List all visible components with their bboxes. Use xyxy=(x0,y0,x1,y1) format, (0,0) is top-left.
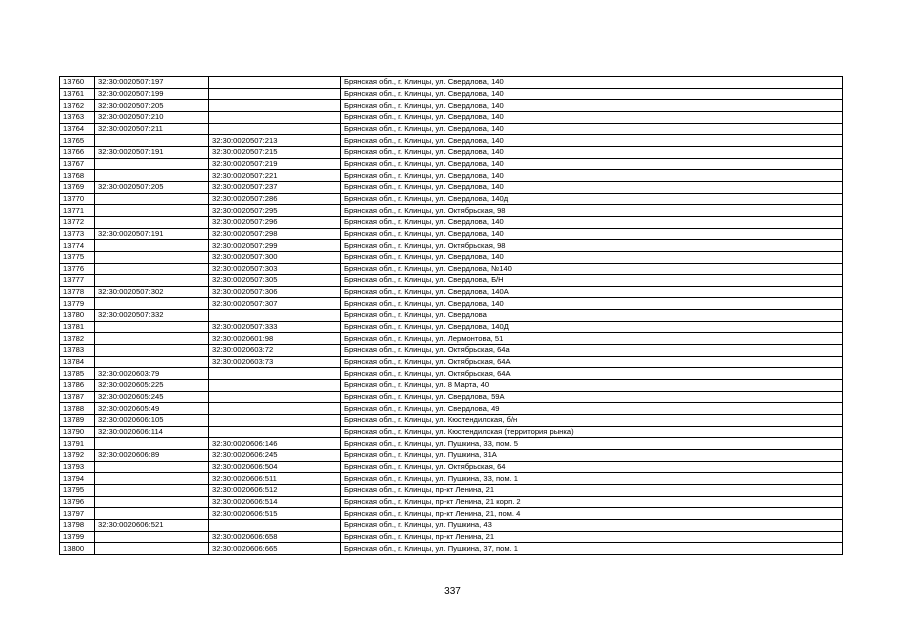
row-number-cell: 13779 xyxy=(60,298,95,310)
row-number-cell: 13761 xyxy=(60,88,95,100)
second-cadastral-number-cell xyxy=(209,391,341,403)
cadastral-number-cell xyxy=(95,345,209,357)
table-row xyxy=(60,77,843,89)
address-cell: Брянская обл., г. Клинцы, ул. Пушкина, 33, пом. 1 xyxy=(341,473,843,485)
address-cell: Брянская обл., г. Клинцы, ул. Свердлова, 140 xyxy=(341,111,843,123)
table-row xyxy=(60,368,843,380)
second-cadastral-number-cell: 32:30:0020507:296 xyxy=(209,216,341,228)
second-cadastral-number-cell: 32:30:0020606:512 xyxy=(209,484,341,496)
cadastral-number-cell xyxy=(95,496,209,508)
cadastral-number-cell: 32:30:0020605:49 xyxy=(95,403,209,415)
address-cell: Брянская обл., г. Клинцы, ул. Свердлова, 140д xyxy=(341,193,843,205)
second-cadastral-number-cell: 32:30:0020606:511 xyxy=(209,473,341,485)
address-cell: Брянская обл., г. Клинцы, ул. Свердлова, 59А xyxy=(341,391,843,403)
row-number-cell: 13780 xyxy=(60,310,95,322)
second-cadastral-number-cell: 32:30:0020507:215 xyxy=(209,146,341,158)
table-row xyxy=(60,263,843,275)
row-number-cell: 13775 xyxy=(60,251,95,263)
second-cadastral-number-cell: 32:30:0020507:333 xyxy=(209,321,341,333)
second-cadastral-number-cell xyxy=(209,403,341,415)
cadastral-number-cell xyxy=(95,531,209,543)
row-number-cell: 13796 xyxy=(60,496,95,508)
row-number-cell: 13790 xyxy=(60,426,95,438)
table-row xyxy=(60,228,843,240)
registry-table xyxy=(59,76,843,555)
address-cell: Брянская обл., г. Клинцы, пр-кт Ленина, 21 корп. 2 xyxy=(341,496,843,508)
address-cell: Брянская обл., г. Клинцы, ул. Свердлова, 140А xyxy=(341,286,843,298)
second-cadastral-number-cell xyxy=(209,77,341,89)
address-cell: Брянская обл., г. Клинцы, ул. Пушкина, 43 xyxy=(341,519,843,531)
cadastral-number-cell: 32:30:0020605:225 xyxy=(95,380,209,392)
address-cell: Брянская обл., г. Клинцы, ул. Свердлова, 140 xyxy=(341,181,843,193)
address-cell: Брянская обл., г. Клинцы, ул. Свердлова, 140Д xyxy=(341,321,843,333)
row-number-cell: 13792 xyxy=(60,450,95,462)
table-row xyxy=(60,275,843,287)
row-number-cell: 13793 xyxy=(60,461,95,473)
registry-table-body xyxy=(60,77,843,555)
row-number-cell: 13782 xyxy=(60,333,95,345)
address-cell: Брянская обл., г. Клинцы, ул. Свердлова, 140 xyxy=(341,123,843,135)
second-cadastral-number-cell: 32:30:0020601:98 xyxy=(209,333,341,345)
second-cadastral-number-cell: 32:30:0020507:307 xyxy=(209,298,341,310)
address-cell: Брянская обл., г. Клинцы, ул. Свердлова, 140 xyxy=(341,135,843,147)
row-number-cell: 13773 xyxy=(60,228,95,240)
row-number-cell: 13800 xyxy=(60,543,95,555)
table-row xyxy=(60,473,843,485)
table-row xyxy=(60,438,843,450)
cadastral-number-cell xyxy=(95,205,209,217)
row-number-cell: 13762 xyxy=(60,100,95,112)
row-number-cell: 13791 xyxy=(60,438,95,450)
address-cell: Брянская обл., г. Клинцы, ул. Лермонтова, 51 xyxy=(341,333,843,345)
second-cadastral-number-cell: 32:30:0020507:300 xyxy=(209,251,341,263)
cadastral-number-cell xyxy=(95,240,209,252)
second-cadastral-number-cell: 32:30:0020507:237 xyxy=(209,181,341,193)
table-row xyxy=(60,321,843,333)
address-cell: Брянская обл., г. Клинцы, ул. Свердлова xyxy=(341,310,843,322)
second-cadastral-number-cell: 32:30:0020606:658 xyxy=(209,531,341,543)
address-cell: Брянская обл., г. Клинцы, ул. Свердлова, 140 xyxy=(341,298,843,310)
second-cadastral-number-cell xyxy=(209,123,341,135)
address-cell: Брянская обл., г. Клинцы, ул. Свердлова, 140 xyxy=(341,170,843,182)
address-cell: Брянская обл., г. Клинцы, ул. Октябрьская, 98 xyxy=(341,205,843,217)
table-row xyxy=(60,403,843,415)
second-cadastral-number-cell: 32:30:0020507:295 xyxy=(209,205,341,217)
cadastral-number-cell: 32:30:0020507:199 xyxy=(95,88,209,100)
table-row xyxy=(60,519,843,531)
cadastral-number-cell: 32:30:0020507:205 xyxy=(95,100,209,112)
cadastral-number-cell xyxy=(95,438,209,450)
cadastral-number-cell xyxy=(95,321,209,333)
second-cadastral-number-cell: 32:30:0020606:514 xyxy=(209,496,341,508)
cadastral-number-cell: 32:30:0020603:79 xyxy=(95,368,209,380)
cadastral-number-cell: 32:30:0020605:245 xyxy=(95,391,209,403)
second-cadastral-number-cell xyxy=(209,415,341,427)
second-cadastral-number-cell xyxy=(209,380,341,392)
cadastral-number-cell: 32:30:0020507:191 xyxy=(95,228,209,240)
second-cadastral-number-cell: 32:30:0020507:299 xyxy=(209,240,341,252)
address-cell: Брянская обл., г. Клинцы, ул. Октябрьская, 64А xyxy=(341,368,843,380)
second-cadastral-number-cell: 32:30:0020606:245 xyxy=(209,450,341,462)
address-cell: Брянская обл., г. Клинцы, ул. Октябрьская, 64 xyxy=(341,461,843,473)
table-row xyxy=(60,251,843,263)
row-number-cell: 13764 xyxy=(60,123,95,135)
row-number-cell: 13785 xyxy=(60,368,95,380)
row-number-cell: 13783 xyxy=(60,345,95,357)
cadastral-number-cell xyxy=(95,333,209,345)
table-row xyxy=(60,216,843,228)
address-cell: Брянская обл., г. Клинцы, ул. Пушкина, 33, пом. 5 xyxy=(341,438,843,450)
address-cell: Брянская обл., г. Клинцы, ул. Свердлова, 140 xyxy=(341,216,843,228)
address-cell: Брянская обл., г. Клинцы, ул. Свердлова, 140 xyxy=(341,88,843,100)
second-cadastral-number-cell: 32:30:0020507:305 xyxy=(209,275,341,287)
cadastral-number-cell: 32:30:0020606:521 xyxy=(95,519,209,531)
address-cell: Брянская обл., г. Клинцы, ул. Октябрьская, 98 xyxy=(341,240,843,252)
row-number-cell: 13784 xyxy=(60,356,95,368)
address-cell: Брянская обл., г. Клинцы, ул. Кюстендилская, б/н xyxy=(341,415,843,427)
cadastral-number-cell xyxy=(95,158,209,170)
row-number-cell: 13795 xyxy=(60,484,95,496)
row-number-cell: 13768 xyxy=(60,170,95,182)
second-cadastral-number-cell: 32:30:0020606:665 xyxy=(209,543,341,555)
second-cadastral-number-cell: 32:30:0020507:286 xyxy=(209,193,341,205)
cadastral-number-cell xyxy=(95,216,209,228)
table-row xyxy=(60,450,843,462)
second-cadastral-number-cell xyxy=(209,310,341,322)
cadastral-number-cell xyxy=(95,298,209,310)
cadastral-number-cell: 32:30:0020606:89 xyxy=(95,450,209,462)
address-cell: Брянская обл., г. Клинцы, ул. Свердлова, 49 xyxy=(341,403,843,415)
row-number-cell: 13794 xyxy=(60,473,95,485)
table-row xyxy=(60,531,843,543)
address-cell: Брянская обл., г. Клинцы, ул. Кюстендилская (территория рынка) xyxy=(341,426,843,438)
second-cadastral-number-cell: 32:30:0020606:146 xyxy=(209,438,341,450)
cadastral-number-cell: 32:30:0020606:114 xyxy=(95,426,209,438)
cadastral-number-cell: 32:30:0020507:197 xyxy=(95,77,209,89)
table-row xyxy=(60,484,843,496)
cadastral-number-cell: 32:30:0020507:210 xyxy=(95,111,209,123)
second-cadastral-number-cell xyxy=(209,368,341,380)
address-cell: Брянская обл., г. Клинцы, ул. Свердлова, 140 xyxy=(341,77,843,89)
cadastral-number-cell xyxy=(95,461,209,473)
second-cadastral-number-cell xyxy=(209,100,341,112)
address-cell: Брянская обл., г. Клинцы, пр-кт Ленина, 21 xyxy=(341,484,843,496)
second-cadastral-number-cell xyxy=(209,88,341,100)
row-number-cell: 13798 xyxy=(60,519,95,531)
cadastral-number-cell: 32:30:0020507:302 xyxy=(95,286,209,298)
row-number-cell: 13778 xyxy=(60,286,95,298)
row-number-cell: 13777 xyxy=(60,275,95,287)
cadastral-number-cell: 32:30:0020606:105 xyxy=(95,415,209,427)
cadastral-number-cell xyxy=(95,263,209,275)
table-row xyxy=(60,415,843,427)
table-row xyxy=(60,181,843,193)
row-number-cell: 13781 xyxy=(60,321,95,333)
address-cell: Брянская обл., г. Клинцы, ул. Свердлова, 140 xyxy=(341,146,843,158)
second-cadastral-number-cell: 32:30:0020507:213 xyxy=(209,135,341,147)
cadastral-number-cell: 32:30:0020507:332 xyxy=(95,310,209,322)
cadastral-number-cell: 32:30:0020507:211 xyxy=(95,123,209,135)
table-row xyxy=(60,380,843,392)
table-row xyxy=(60,496,843,508)
second-cadastral-number-cell: 32:30:0020603:72 xyxy=(209,345,341,357)
address-cell: Брянская обл., г. Клинцы, ул. Октябрьская, 64а xyxy=(341,345,843,357)
address-cell: Брянская обл., г. Клинцы, ул. 8 Марта, 40 xyxy=(341,380,843,392)
cadastral-number-cell xyxy=(95,170,209,182)
table-row xyxy=(60,158,843,170)
second-cadastral-number-cell: 32:30:0020507:303 xyxy=(209,263,341,275)
second-cadastral-number-cell: 32:30:0020507:306 xyxy=(209,286,341,298)
address-cell: Брянская обл., г. Клинцы, ул. Пушкина, 37, пом. 1 xyxy=(341,543,843,555)
row-number-cell: 13799 xyxy=(60,531,95,543)
table-row xyxy=(60,461,843,473)
row-number-cell: 13789 xyxy=(60,415,95,427)
cadastral-number-cell xyxy=(95,543,209,555)
table-row xyxy=(60,170,843,182)
table-row xyxy=(60,146,843,158)
table-row xyxy=(60,298,843,310)
table-row xyxy=(60,193,843,205)
table-row xyxy=(60,240,843,252)
cadastral-number-cell xyxy=(95,356,209,368)
cadastral-number-cell xyxy=(95,135,209,147)
cadastral-number-cell xyxy=(95,275,209,287)
address-cell: Брянская обл., г. Клинцы, ул. Октябрьская, 64А xyxy=(341,356,843,368)
address-cell: Брянская обл., г. Клинцы, ул. Свердлова, 140 xyxy=(341,251,843,263)
table-row xyxy=(60,345,843,357)
row-number-cell: 13767 xyxy=(60,158,95,170)
table-row xyxy=(60,205,843,217)
table-row xyxy=(60,123,843,135)
address-cell: Брянская обл., г. Клинцы, ул. Свердлова, Б/Н xyxy=(341,275,843,287)
table-row xyxy=(60,88,843,100)
row-number-cell: 13771 xyxy=(60,205,95,217)
address-cell: Брянская обл., г. Клинцы, ул. Свердлова, 140 xyxy=(341,100,843,112)
second-cadastral-number-cell: 32:30:0020507:221 xyxy=(209,170,341,182)
row-number-cell: 13766 xyxy=(60,146,95,158)
cadastral-number-cell: 32:30:0020507:205 xyxy=(95,181,209,193)
address-cell: Брянская обл., г. Клинцы, пр-кт Ленина, 21, пом. 4 xyxy=(341,508,843,520)
row-number-cell: 13760 xyxy=(60,77,95,89)
table-row xyxy=(60,100,843,112)
row-number-cell: 13763 xyxy=(60,111,95,123)
address-cell: Брянская обл., г. Клинцы, ул. Свердлова, №140 xyxy=(341,263,843,275)
table-row xyxy=(60,426,843,438)
cadastral-number-cell xyxy=(95,251,209,263)
cadastral-number-cell xyxy=(95,508,209,520)
address-cell: Брянская обл., г. Клинцы, ул. Свердлова, 140 xyxy=(341,158,843,170)
cadastral-number-cell: 32:30:0020507:191 xyxy=(95,146,209,158)
address-cell: Брянская обл., г. Клинцы, ул. Свердлова, 140 xyxy=(341,228,843,240)
row-number-cell: 13787 xyxy=(60,391,95,403)
table-row xyxy=(60,111,843,123)
page-number: 337 xyxy=(444,586,461,597)
second-cadastral-number-cell: 32:30:0020606:515 xyxy=(209,508,341,520)
row-number-cell: 13797 xyxy=(60,508,95,520)
second-cadastral-number-cell xyxy=(209,519,341,531)
second-cadastral-number-cell xyxy=(209,111,341,123)
table-row xyxy=(60,333,843,345)
table-row xyxy=(60,286,843,298)
second-cadastral-number-cell: 32:30:0020507:219 xyxy=(209,158,341,170)
second-cadastral-number-cell: 32:30:0020606:504 xyxy=(209,461,341,473)
row-number-cell: 13772 xyxy=(60,216,95,228)
table-row xyxy=(60,310,843,322)
address-cell: Брянская обл., г. Клинцы, пр-кт Ленина, 21 xyxy=(341,531,843,543)
row-number-cell: 13769 xyxy=(60,181,95,193)
table-row xyxy=(60,356,843,368)
second-cadastral-number-cell xyxy=(209,426,341,438)
row-number-cell: 13786 xyxy=(60,380,95,392)
table-row xyxy=(60,135,843,147)
row-number-cell: 13788 xyxy=(60,403,95,415)
table-row xyxy=(60,543,843,555)
address-cell: Брянская обл., г. Клинцы, ул. Пушкина, 31А xyxy=(341,450,843,462)
row-number-cell: 13774 xyxy=(60,240,95,252)
cadastral-number-cell xyxy=(95,484,209,496)
table-row xyxy=(60,391,843,403)
row-number-cell: 13770 xyxy=(60,193,95,205)
cadastral-number-cell xyxy=(95,193,209,205)
row-number-cell: 13765 xyxy=(60,135,95,147)
cadastral-number-cell xyxy=(95,473,209,485)
table-row xyxy=(60,508,843,520)
second-cadastral-number-cell: 32:30:0020603:73 xyxy=(209,356,341,368)
row-number-cell: 13776 xyxy=(60,263,95,275)
second-cadastral-number-cell: 32:30:0020507:298 xyxy=(209,228,341,240)
